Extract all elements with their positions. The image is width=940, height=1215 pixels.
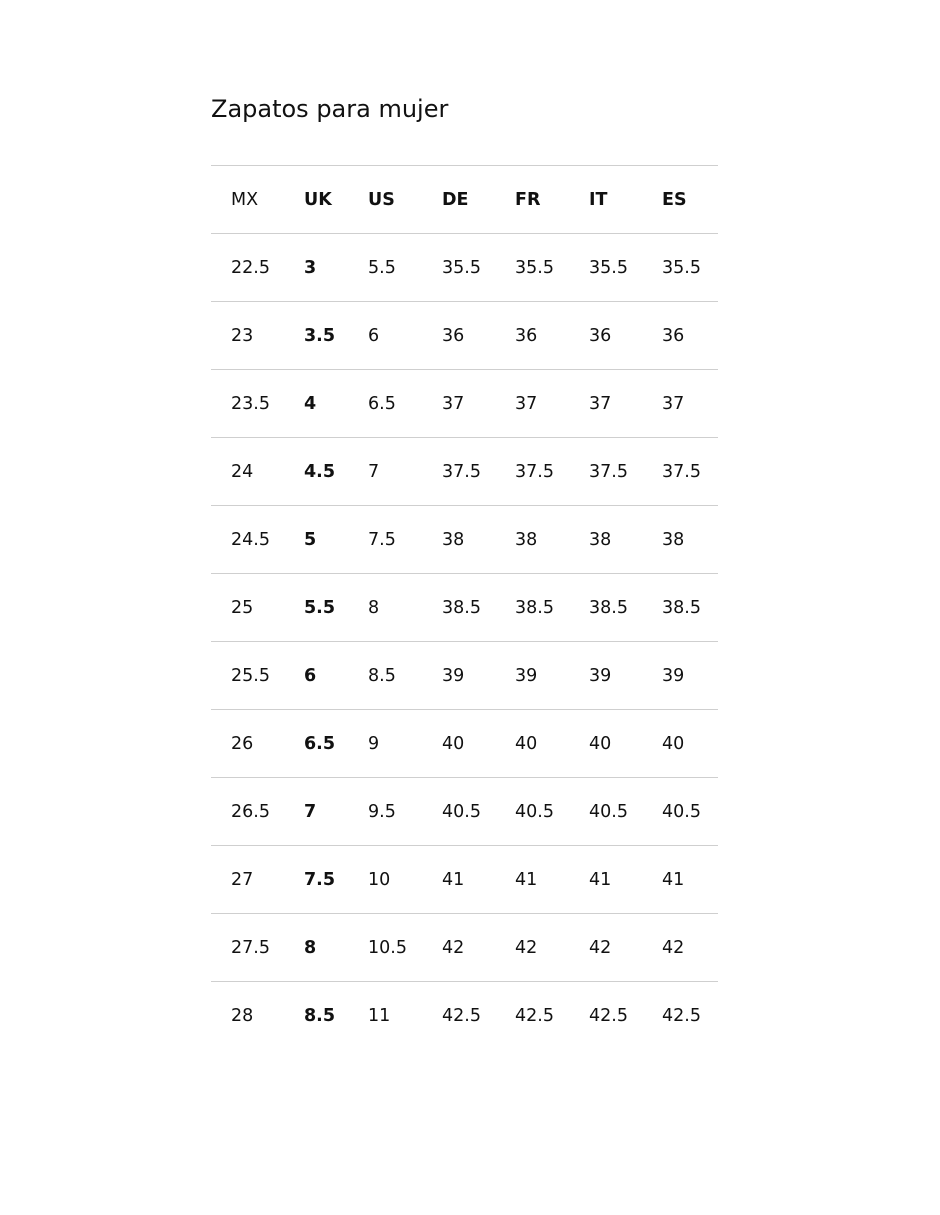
table-row (211, 438, 718, 506)
cell-es: 36 (662, 302, 718, 370)
cell-mx: 27 (211, 846, 304, 914)
cell-uk: 6 (304, 642, 368, 710)
cell-de: 38.5 (442, 574, 515, 642)
cell-de: 36 (442, 302, 515, 370)
cell-mx: 23 (211, 302, 304, 370)
cell-de: 37.5 (442, 438, 515, 506)
cell-us: 8.5 (368, 642, 442, 710)
cell-uk: 3 (304, 234, 368, 302)
cell-de: 40 (442, 710, 515, 778)
cell-fr: 42.5 (515, 982, 589, 1050)
cell-uk: 5.5 (304, 574, 368, 642)
cell-us: 5.5 (368, 234, 442, 302)
cell-de: 35.5 (442, 234, 515, 302)
cell-mx: 24 (211, 438, 304, 506)
cell-it: 42.5 (589, 982, 662, 1050)
cell-it: 37.5 (589, 438, 662, 506)
cell-mx: 25.5 (211, 642, 304, 710)
header-us: US (368, 166, 442, 234)
cell-fr: 40 (515, 710, 589, 778)
cell-it: 40.5 (589, 778, 662, 846)
cell-mx: 26 (211, 710, 304, 778)
cell-fr: 38.5 (515, 574, 589, 642)
cell-de: 41 (442, 846, 515, 914)
cell-es: 38 (662, 506, 718, 574)
cell-uk: 4.5 (304, 438, 368, 506)
table-row (211, 778, 718, 846)
table-row (211, 914, 718, 982)
cell-uk: 6.5 (304, 710, 368, 778)
cell-us: 6 (368, 302, 442, 370)
table-row (211, 982, 718, 1050)
cell-mx: 22.5 (211, 234, 304, 302)
cell-it: 38.5 (589, 574, 662, 642)
cell-it: 36 (589, 302, 662, 370)
header-es: ES (662, 166, 718, 234)
cell-fr: 41 (515, 846, 589, 914)
cell-fr: 42 (515, 914, 589, 982)
table-body (211, 234, 718, 1050)
cell-mx: 28 (211, 982, 304, 1050)
cell-us: 6.5 (368, 370, 442, 438)
cell-fr: 37.5 (515, 438, 589, 506)
cell-de: 38 (442, 506, 515, 574)
table-row (211, 846, 718, 914)
table-row (211, 370, 718, 438)
cell-uk: 5 (304, 506, 368, 574)
cell-us: 7 (368, 438, 442, 506)
cell-mx: 27.5 (211, 914, 304, 982)
cell-es: 41 (662, 846, 718, 914)
cell-fr: 36 (515, 302, 589, 370)
cell-fr: 40.5 (515, 778, 589, 846)
cell-us: 10 (368, 846, 442, 914)
table-header (211, 166, 718, 234)
cell-de: 42.5 (442, 982, 515, 1050)
cell-uk: 7.5 (304, 846, 368, 914)
cell-es: 37.5 (662, 438, 718, 506)
cell-uk: 8.5 (304, 982, 368, 1050)
cell-uk: 8 (304, 914, 368, 982)
header-de: DE (442, 166, 515, 234)
cell-fr: 39 (515, 642, 589, 710)
cell-uk: 7 (304, 778, 368, 846)
cell-it: 41 (589, 846, 662, 914)
cell-it: 38 (589, 506, 662, 574)
table-row (211, 506, 718, 574)
cell-es: 42.5 (662, 982, 718, 1050)
header-uk: UK (304, 166, 368, 234)
size-chart-table (211, 165, 718, 1049)
cell-fr: 37 (515, 370, 589, 438)
cell-de: 40.5 (442, 778, 515, 846)
cell-us: 9 (368, 710, 442, 778)
cell-mx: 26.5 (211, 778, 304, 846)
cell-uk: 4 (304, 370, 368, 438)
table-row (211, 234, 718, 302)
table-row (211, 574, 718, 642)
cell-es: 39 (662, 642, 718, 710)
cell-us: 7.5 (368, 506, 442, 574)
cell-de: 39 (442, 642, 515, 710)
cell-it: 35.5 (589, 234, 662, 302)
table-row (211, 642, 718, 710)
cell-it: 39 (589, 642, 662, 710)
cell-fr: 38 (515, 506, 589, 574)
header-it: IT (589, 166, 662, 234)
cell-us: 9.5 (368, 778, 442, 846)
cell-mx: 25 (211, 574, 304, 642)
cell-es: 38.5 (662, 574, 718, 642)
cell-es: 40.5 (662, 778, 718, 846)
header-mx: MX (211, 166, 304, 234)
cell-mx: 24.5 (211, 506, 304, 574)
cell-es: 40 (662, 710, 718, 778)
cell-fr: 35.5 (515, 234, 589, 302)
cell-es: 35.5 (662, 234, 718, 302)
cell-mx: 23.5 (211, 370, 304, 438)
cell-es: 42 (662, 914, 718, 982)
cell-us: 10.5 (368, 914, 442, 982)
cell-it: 42 (589, 914, 662, 982)
cell-us: 8 (368, 574, 442, 642)
cell-uk: 3.5 (304, 302, 368, 370)
page-title: Zapatos para mujer (211, 95, 449, 123)
cell-de: 42 (442, 914, 515, 982)
cell-it: 37 (589, 370, 662, 438)
cell-de: 37 (442, 370, 515, 438)
cell-us: 11 (368, 982, 442, 1050)
table-row (211, 710, 718, 778)
header-fr: FR (515, 166, 589, 234)
header-row (211, 166, 718, 234)
table-row (211, 302, 718, 370)
cell-es: 37 (662, 370, 718, 438)
cell-it: 40 (589, 710, 662, 778)
